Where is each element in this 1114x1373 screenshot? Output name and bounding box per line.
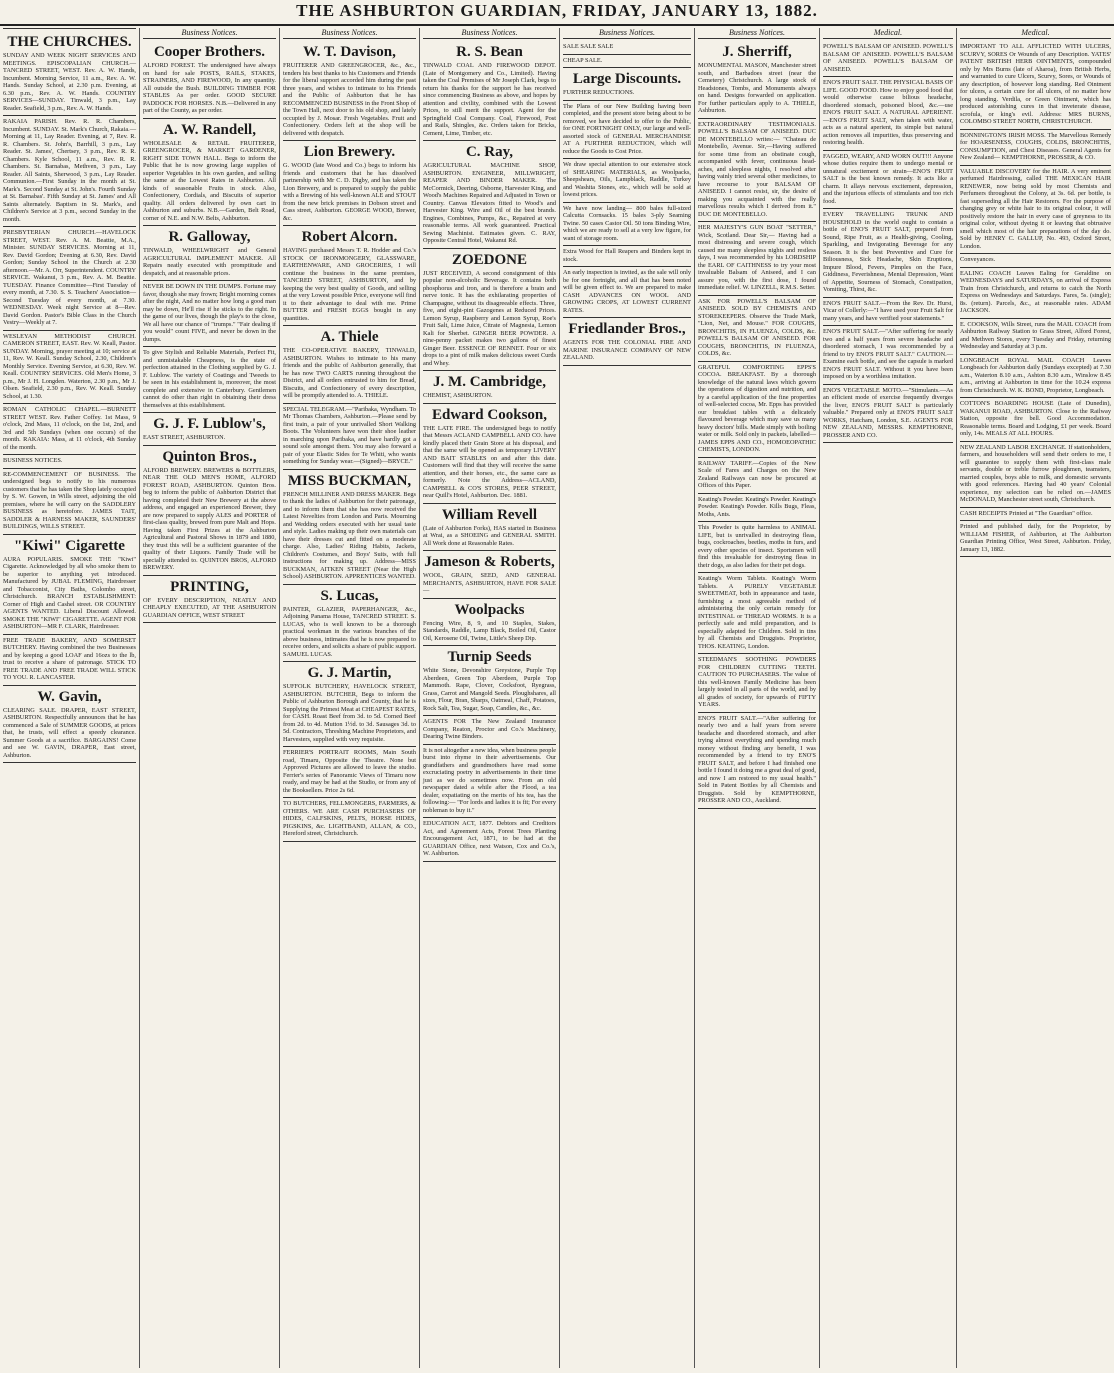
- advertisement-block: [283, 662, 416, 747]
- advertisement-block: [823, 41, 953, 77]
- advertisement-block: [3, 635, 136, 686]
- advertisement-text: WHOLESALE & RETAIL FRUITERER, GREENGROCER, & MARKET GARDENER, RIGHT SIDE TOWN HALL. Begs to inform the Public that he is now growing large supplies of superior Vegetables in his own garden, and selling the same at the Lowest Rates in Ashburton. All kinds of seasonable Fruits in stock. Also, Confectionery, Cordials, and Biscuits of superior quality. All orders delivered by own cart in Ashburton and suburbs. N.B.—Garden, Belt Road, corner of N.E. and N.W. Belts, Ashburton.: [143, 139, 276, 222]
- advertisement-text: Keating's Powder. Keating's Powder. Keating's Powder. Keating's Powder. Kills Bugs, Fleas, Moths, Ants.: [698, 495, 816, 518]
- advertisement-block: [698, 713, 816, 809]
- advertisement-text: HAVING purchased Messrs T. R. Hodder and Co.'s STOCK OF IRONMONGERY, GLASSWARE, EARTHENWARE, AND GROCERIES, I will continue the business in the same premises, TANCRED STREET, ASHBURTON, and by keeping the very best quality of Goods, and selling at the very Lowest possible Price, everyone will find it to their advantage to deal with me. Prime BUTTER and FRESH EGGS bought in any quantities.: [283, 247, 416, 322]
- advertisement-block: [698, 41, 816, 119]
- advertisement-text: THE CO-OPERATIVE BAKERY, TINWALD, ASHBURTON. Wishes to intimate to his many friends and the public of Ashburton generally, that he has now TWO CARTS running throughout the District, and all orders entrusted to him for Bread, Biscuits, and Confectionery of every description, will be promptly attended to. A. THIELE.: [283, 347, 416, 399]
- advertisement-block: [563, 101, 691, 160]
- advertisement-text: PRESBYTERIAN CHURCH.—HAVELOCK STREET, WEST. Rev. A. M. Beattie, M.A., Minister. SUNDAY SERVICES. Morning at 11, Rev. David Gordon; Evening at 6.30, Rev. David Gordon; Sunday School in the Church at 2.30 afternoon.—Mr. A. Orr, Superintendent. COUNTRY SERVICE. Wakanui, 3 p.m., Rev. A. M. Beattie. TUESDAY. Finance Committee—First Tuesday of every month, at 7.30. S. S. Teachers' Association—Second Tuesday of every month, at 7.30. WEDNESDAY. Week night Service at 8—Rev. David Gordon. Pastor's Bible Class in the Church Vestry—Weekly at 7.: [3, 229, 136, 326]
- advertisement-block: [283, 326, 416, 404]
- advertisement-block: [698, 119, 816, 223]
- advertisement-block: [563, 203, 691, 247]
- advertisement-text: EVERY TRAVELLING TRUNK AND HOUSEHOLD in the world ought to contain a bottle of ENO'S FRUIT SALT, prepared from Sound, Ripe Fruit, as a Health-giving, Cooling, Sparkling, and Invigorating Beverage for any Season. It is the best Preventive and Cure for Biliousness, Sick Headache, Skin Eruptions, Impure Blood, Fevers, Pimples on the Face, Giddiness, Feverishness, Mental Depression, Want of Appetite, Sourness of Stomach, Constipation, Vomiting, Thirst, &c.: [823, 211, 953, 293]
- advertisement-text: GRATEFUL COMFORTING EPPS'S COCOA. BREAKFAST. By a thorough knowledge of the natural laws which govern the operations of digestion and nutrition, and by a careful application of the fine properties of well-selected cocoa, Mr. Epps has provided our breakfast tables with a delicately flavoured beverage which may save us many heavy doctors' bills. Made simply with boiling water or milk. Sold only in packets, labelled— JAMES EPPS AND CO., HOMOEOPATHIC CHEMISTS, LONDON.: [698, 363, 816, 453]
- column-5: [560, 28, 695, 1368]
- advertisement-text: WOOL, GRAIN, SEED, AND GENERAL MERCHANTS, ASHBURTON, HAVE FOR SALE—: [423, 572, 556, 594]
- advertisement-block: [3, 31, 136, 116]
- advertisement-title: G. J. F. Lublow's,: [153, 416, 266, 432]
- advertisement-block: [283, 41, 416, 141]
- advertisement-text: G. WOOD (late Wood and Co.) begs to inform his friends and customers that he has dissolved partnership with Mr C. D. Digby, and has taken the Lion Brewery, and is prepared to supply the public with a Brewing of his well-known ALE and STOUT from the new brick premises in Dobson street and Cass street, Ashburton. GEORGE WOOD, Brewer, &c.: [283, 162, 416, 222]
- advertisement-text: COTTON'S BOARDING HOUSE (Late of Dunedin), WAKANUI ROAD, ASHBURTON. Close to the Railway Station, opposite fire bell. Good Accommodation. Reasonable terms. Board and Lodging, £1 per week. Board only, 14s. MEALS AT ALL HOURS.: [960, 400, 1111, 437]
- advertisement-text: ASK FOR POWELL'S BALSAM OF ANISEED. SOLD BY CHEMISTS AND STOREKEEPERS. Observe the Trade Mark, "Lion, Net, and Mouse." FOR COUGHS, BRONCHITIS, IN FLUENZA, COLDS, &c. POWELL'S BALSAM OF ANISEED. FOR COUGHS, BRONCHITIS, IN FLUENZA, COLDS, &c.: [698, 297, 816, 357]
- advertisement-text: To give Stylish and Reliable Materials, Perfect Fit, and unmistakable Cheapness, is the state of perfection attained in the Clothing supplied by G. J. F. Lublow. The variety of Coatings and Tweeds to be seen in his establishment is, moreover, the most complete and extensive in Canterbury. Gentlemen cannot do other than right in obtaining their dress themselves at this establishment.: [143, 349, 276, 409]
- advertisement-title: Large Discounts.: [572, 71, 682, 87]
- column-6: [695, 28, 820, 1368]
- advertisement-text: White Stone, Devonshire Greystone, Purple Top Aberdeen, Green Top Aberdeen, Purple Top Mammoth. Rape, Clover, Cocksfoot, Ryegrass, Grass, Carrot and Mangold Seeds. Ploughshares, all sizes, Flour, Bran, Sharps, Oatmeal, Chaff, Potatoes, Rock Salt, Tea, Sugar, Soap, Candles, &c., &c.: [423, 667, 556, 712]
- advertisement-title: C. Ray,: [465, 144, 514, 160]
- advertisement-text: BONNINGTON'S IRISH MOSS. The Marvellous Remedy for HOARSENESS, COUGHS, COLDS, BRONCHITIS, CONSUMPTION, and Chest Diseases. General Agents for New Zealand— KEMPTHORNE, PROSSER, & CO.: [960, 131, 1111, 161]
- advertisement-block: [823, 151, 953, 210]
- advertisement-block: [960, 319, 1111, 355]
- advertisement-text: AGENTS FOR The New Zealand Insurance Company, Reaton, Proctor and Co.'s Machinery, Dearing Twine Binders.: [423, 718, 556, 740]
- advertisement-title: J. Sherriff,: [722, 44, 792, 60]
- advertisement-block: [823, 77, 953, 151]
- advertisement-text: TINWALD COAL AND FIREWOOD DEPOT. (Late of Montgomery and Co., Limited). Having taken the Coal Premises of Mr Joseph Clark, begs to return his thanks for the support he has received since commencing Business as above, and hopes by attention and civility, combined with the Lowest Prices, to still merit the support. Agent for the Springfield Coal Company. Coal, Firewood, Post and Rails, Shingles, &c. Orders taken for Bricks, Cement, Lime, Timber, etc.: [423, 62, 556, 137]
- advertisement-block: [143, 41, 276, 119]
- advertisement-text: LONGBEACH ROYAL MAIL COACH Leaves Longbeach for Ashburton daily (Sundays excepted) at 7.30 a.m., Waterton 8.10 a.m., Ashton 8.30 a.m., Winslow 8.45 a.m., arriving at Ashburton in time for the 10.24 express from Christchurch. W. K. BOND, Proprietor, Longbeach.: [960, 356, 1111, 394]
- column-heading: Business Notices.: [143, 28, 276, 39]
- advertisement-block: [698, 522, 816, 573]
- advertisement-block: [143, 281, 276, 347]
- column-8: [957, 28, 1114, 1368]
- advertisement-block: [3, 469, 136, 535]
- advertisement-block: [563, 159, 691, 203]
- advertisement-text: CASH RECEIPTS Printed at "The Guardian" office.: [960, 509, 1093, 517]
- column-2: [140, 28, 280, 1368]
- column-3: [280, 28, 420, 1368]
- advertisement-text: SUFFOLK BUTCHERY, HAVELOCK STREET, ASHBURTON. BUTCHER, Begs to inform the Public of Ashburton Borough and County, that he is Supplying the Primest Meat at CHEAPEST RATES, for CASH. Roast Beef from 3d. to 5d. Corned Beef from 2d. to 4d. Mutton 1½d. to 3d. Sausages 3d. to 5d. Contractors, Threshing Machine Proprietors, and Harvesters, supplied with very requisite.: [283, 683, 416, 743]
- advertisement-block: [3, 535, 136, 635]
- advertisement-title: G. J. Martin,: [307, 665, 392, 681]
- advertisement-text: Conveyances.: [960, 256, 996, 263]
- advertisement-text: PAINTER, GLAZIER, PAPERHANGER, &c., Adjoining Panama House, TANCRED STREET. S. LUCAS, who is well known to be a thorough practical workman in the various branches of the above business, intimates that he is now prepared to receive orders, and solicits a share of public support. SAMUEL LUCAS.: [283, 605, 416, 658]
- advertisement-text: ENO'S VEGETABLE MOTO.—"Stimulants.—As an efficient mode of exercise frequently diverges the liver, ENO'S FRUIT SALT is particularly valuable." Prepared only at ENO'S FRUIT SALT WORKS, Hatcham, London, S.E. AGENTS FOR NEW ZEALAND, MESSRS. KEMPTHORNE, PROSSER AND CO.: [823, 386, 953, 439]
- advertisement-block: [698, 222, 816, 296]
- advertisement-block: [563, 55, 691, 69]
- advertisement-text: FERRIER'S PORTRAIT ROOMS, Main South road, Timaru, Opposite the Theatre. None but Approved Pictures are allowed to leave the studio. Ferrier's series of Panoramic Views of Timaru now ready, and may be had at the Studio, or from any of the Booksellers. Price 2s 6d.: [283, 749, 416, 794]
- advertisement-block: [563, 318, 691, 366]
- advertisement-title: A. Thiele: [320, 329, 379, 345]
- advertisement-block: [3, 686, 136, 764]
- advertisement-text: SALE SALE SALE: [563, 43, 614, 50]
- column-heading: [3, 28, 136, 29]
- advertisement-title: "Kiwi" Cigarette: [14, 537, 125, 554]
- advertisement-block: [143, 347, 276, 413]
- advertisement-block: [960, 41, 1111, 130]
- advertisement-block: [143, 576, 276, 624]
- advertisement-block: [960, 398, 1111, 442]
- column-4: [420, 28, 560, 1368]
- advertisement-title: Jameson & Roberts,: [424, 554, 555, 570]
- advertisement-block: [698, 458, 816, 494]
- advertisement-block: [960, 442, 1111, 508]
- advertisement-block: [563, 267, 691, 318]
- advertisement-text: ENO'S FRUIT SALT.—"After suffering for nearly two and a half years from severe headache and disordered stomach, and after trying almost everything and spending much money without finding any benefit, I was recommended by a friend to try ENO'S FRUIT SALT, and before I had finished one bottle I found it doing me a great deal of good, and now I am restored to my usual health." Sold in Patent Bottles by all Chemists and Druggists. Sold by KEMPTHORNE, PROSSER AND CO., Auckland.: [698, 714, 816, 804]
- advertisement-text: NEVER BE DOWN IN THE DUMPS. Fortune may favor, though she may frown; Bright morning comes after the night, And no matter how long a good man may be down, He'll rise if he sticks to the right. In the game of our lives, though the play's to the close, We all have our chance of "trumps." "Fair dealing if you would" count FIVE, and never be down in the dumps.: [143, 283, 276, 343]
- advertisement-title: W. Gavin,: [37, 688, 102, 705]
- advertisement-text: THE LATE FIRE. The undersigned begs to notify that Messrs ACLAND CAMPBELL AND CO. have kindly placed their Grain Store at his disposal, and that the same will be opened as temporary LIVERY AND BAIT STABLES on and after this date. Customers will find that they will receive the same attention, and their horses, etc., the same care as formerly. Note the Address—ACLAND, CAMPBELL & CO'S STORES, PEER STREET, near Quill's Hotel, Ashburton. Dec. 1881.: [423, 424, 556, 499]
- advertisement-title: ZOEDONE: [451, 251, 527, 268]
- advertisement-block: [423, 551, 556, 599]
- advertisement-block: [283, 470, 416, 585]
- advertisement-block: [960, 508, 1111, 522]
- advertisement-text: NEW ZEALAND LABOR EXCHANGE. If stationholders, farmers, and householders will send their orders to me, I will guarantee to supply them with first-class male servants, double or treble furrow ploughmen, teamsters, married couples, boys able to milk, and domestic servants with good references. Having had 40 years' Colonial experience, my selection can be relied on.—JAMES McDONALD, Manchester street south, Christchurch.: [960, 443, 1111, 503]
- advertisement-block: [423, 745, 556, 819]
- advertisement-text: FRENCH MILLINER AND DRESS MAKER. Begs to thank the ladies of Ashburton for their patronage, and to inform them that she has now received the Latest Novelties from London and Paris. Mourning and Wedding orders executed with her usual taste and style. Ladies making up their own materials can have their dresses cut and fitted on a moderate charge. Also, Ladies' Riding Habits, Jackets, Children's Costumes, and Boys' Suits, with full instructions for making up. Address—MISS BUCKMAN, AITKEN STREET (Near the High School) ASHBURTON. APPRENTICES WANTED.: [283, 490, 416, 580]
- advertisement-text: WESLEYAN METHODIST CHURCH. CAMERON STREET, EAST. Rev. W. Keall, Pastor. SUNDAY. Morning, prayer meeting at 10; service at 11, Rev. W. Keall. Sunday School, 2.30, Children's Monthly Service. Evening Service, at 6.30, Rev. W. Keall. COUNTRY SERVICES. Old Men's Home, 3 p.m., Mr J. H. Longden. Waterton, 2.30 p.m., Mr J. Olsen. Seafield, 2.30 p.m., Rev. W. Keall. Sunday School, at 1.30.: [3, 332, 136, 400]
- advertisement-block: [960, 166, 1111, 255]
- advertisement-block: [823, 385, 953, 444]
- advertisement-block: [698, 362, 816, 458]
- advertisement-block: [283, 798, 416, 842]
- advertisement-title: A. W. Randell,: [163, 121, 256, 138]
- advertisement-block: [823, 209, 953, 298]
- advertisement-title: Lion Brewery.: [303, 144, 396, 160]
- advertisement-block: [283, 585, 416, 663]
- advertisement-block: [3, 227, 136, 331]
- advertisement-block: [283, 404, 416, 470]
- advertisement-text: Fencing Wire, 8, 9, and 10 Staples, Stakes, Standards, Raddle, Lamp Black, Boiled Oil, Castor Oil, Kerosene Oil, Twine, Little's Sheep Dip.: [423, 619, 556, 642]
- advertisement-text: SPECIAL TELEGRAM.—"Paribaka, Wyndham. To Mr Thomas Chambers, Ashburton.—Please send by first train, a pair of your unrivalled Short Walking Boots. The Volunteers have won their shoe leather in marching upon Paribaka, and have hardly got a sound sole amongst them. You may also forward a pair of your Elastic Sides for Te Whiti, who wants something for Sunday wear.—(Signed)—BRYCE.": [283, 405, 416, 465]
- advertisement-block: [423, 818, 556, 862]
- advertisement-text: Printed and published daily, for the Proprietor, by WILLIAM FISHER, of Ashburton, at The Ashburton Guardian Printing Office, West Street, Ashburton. Friday, January 13, 1882.: [960, 523, 1111, 553]
- advertisement-text: RAKAIA PARISH. Rev. R. R. Chambers, Incumbent. SUNDAY. St. Mark's Church, Rakaia.—Morning at 11, Lay Reader. Evening, at 7, Rev. R. R. Chambers. St. John's, Barrhill, 3 p.m., Lay Reader. St. James', Chertsey, 3 p.m., Rev. R. R. Chambers. Kyle School, 11 a.m., Rev. R. R. Chambers. St. Barnabas, Methven, 3 p.m., Lay Reader. All Saints, Sherwood, 3 p.m., Lay Reader. Communion.—First Sunday in the month at St. Mark's. Second Sunday at St. John's. Fourth Sunday at St. Barnabas'. Fifth Sunday at St. James' and All Saints alternately. Baptism in St. Mark's, and Children's Service at 3 p.m., second Sunday in the month.: [3, 118, 136, 223]
- advertisement-block: [283, 747, 416, 798]
- advertisement-title: W. T. Davison,: [303, 44, 396, 60]
- advertisement-title: Cooper Brothers.: [153, 44, 266, 60]
- advertisement-text: EAST STREET, ASHBURTON.: [143, 434, 226, 441]
- advertisement-block: [960, 355, 1111, 399]
- masthead: [0, 0, 1114, 26]
- advertisement-block: [423, 41, 556, 141]
- advertisement-text: ALFORD FOREST. The undersigned have always on hand for sale POSTS, RAILS, STAKES, STRAINERS, AND FIREWOOD, In any quantity. All outside the Bush. BUILDING TIMBER FOR STABLES As per order. GOOD SECURE PADDOCK FOR HORSES. N.B.—Delivered in any part of the County, as per order.: [143, 62, 276, 114]
- advertisement-block: [3, 455, 136, 469]
- advertisement-text: HER MAJESTY'S GUN BOAT "SETTER," Wick, Scotland. Dear Sir,— Having had a most distressing and severe cough, which caused me many sleepless nights and restless days, I was recommended by his LORDSHIP the EARL OF CAITHNESS to try your most invaluable Balsam of Aniseed, and I can assure you, with the first dose, I found immediate relief. W. LINZELL, R.M.S. Setter.: [698, 224, 816, 291]
- advertisement-text: AGRICULTURAL MACHINE SHOP, ASHBURTON. ENGINEER, MILLWRIGHT, REAPER AND BINDER MAKER. The McCormick, Deering, Osborne, Harvester King, and Wood's Machines Repaired and Adjusted in Town or Country. Canvas Elevators fitted to Wood's and Harvester King. Wire and Oil of the best brands. Engines, Combines, Pumps, &c., Repaired at very reasonable terms. All work guaranteed. Practical Sewing Machinist. Estimates given. C. RAY, Opposite Central Hotel, Wakanui Rd.: [423, 162, 556, 244]
- advertisement-title: Friedlander Bros.,: [568, 321, 686, 337]
- advertisement-title: Edward Cookson,: [431, 406, 548, 423]
- advertisement-text: STEEDMAN'S SOOTHING POWDERS FOR CHILDREN CUTTING TEETH. CAUTION TO PURCHASERS. The value of this well-known Family Medicine has been largely tested in all parts of the world, and by all grades of society, for upwards of FIFTY YEARS.: [698, 656, 816, 708]
- advertisement-title: R. Galloway,: [168, 229, 251, 245]
- column-heading: Business Notices.: [563, 28, 691, 39]
- advertisement-text: RE-COMMENCEMENT OF BUSINESS. The undersigned begs to notify to his numerous customers that he has taken the Shop lately occupied by S. W. Gowen, in Wills street, adjoining the old premises, where he will carry on the SADDLERY BUSINESS as heretofore. JAMES TAIT, SADDLER & HARNESS MAKER, SAUNDERS' BUILDINGS, WILLS STREET.: [3, 470, 136, 530]
- advertisement-text: CHEMIST, ASHBURTON.: [423, 392, 493, 399]
- advertisement-text: CHEAP SALE.: [563, 56, 603, 64]
- advertisement-text: ROMAN CATHOLIC CHAPEL.—BURNETT STREET WEST. Rev. Father Coffey. 1st Mass, 9 o'clock, 2nd Mass, 11 o'clock, on the 1st, 2nd, and 3rd and 5th Sundays (when one occurs) of the month. RAKAIA: Mass, at 11 o'clock, 4th Sunday of the month.: [3, 406, 136, 451]
- advertisement-block: [423, 716, 556, 745]
- advertisement-text: ENO'S FRUIT SALT. THE PHYSICAL BASIS OF LIFE. GOOD FOOD. How to enjoy good food that would otherwise cause bilious headache, disordered stomach, poisoned blood, &c.—use ENO'S FRUIT SALT. A NATURAL APERIENT.—ENO'S FRUIT SALT, when taken with water, acts as a natural aperient, its simple but natural action removes all impurities, thus preserving and restoring health.: [823, 79, 953, 146]
- advertisement-block: [143, 413, 276, 446]
- advertisement-text: This Powder is quite harmless to ANIMAL LIFE, but is unrivalled in destroying fleas, bugs, cockroaches, beetles, moths in furs, and every other species of insect. Sportsmen will find this invaluable for destroying fleas in their dogs, as also ladies for their pet dogs.: [698, 524, 816, 569]
- advertisement-block: [3, 404, 136, 455]
- advertisement-block: [563, 246, 691, 267]
- advertisement-block: [698, 654, 816, 713]
- advertisement-block: [423, 599, 556, 647]
- advertisement-title: THE CHURCHES.: [7, 34, 132, 50]
- advertisement-block: [423, 371, 556, 404]
- advertisement-text: FURTHER REDUCTIONS.: [563, 89, 635, 96]
- advertisement-title: William Revell: [441, 506, 538, 523]
- advertisement-block: [143, 446, 276, 576]
- advertisement-text: E. COOKSON, Wills Street, runs the MAIL COACH from Ashburton Railway Station to Grass Street, Alford Forest, and Methven Stores, every Tuesday and Friday, returning Wednesday and Saturday at 3 p.m.: [960, 320, 1111, 350]
- advertisement-block: [423, 249, 556, 372]
- advertisement-text: An early inspection is invited, as the sale will only be for one fortnight, and all that has been noted will be given effect to. We are prepared to make CASH ADVANCES ON WOOL AND GROWING CROPS, AT LOWEST CURRENT RATES.: [563, 269, 691, 314]
- advertisement-text: (Late of Ashburton Forks), HAS started in Business at Wrai, as a SHOEING and GENERAL SMITH. All Work done at Reasonable Rates.: [423, 524, 556, 547]
- column-heading: Business Notices.: [283, 28, 416, 39]
- column-heading: Medical.: [960, 28, 1111, 39]
- advertisement-text: JUST RECEIVED, A second consignment of this popular non-alcoholic Beverage. It contains both phosphorus and iron, and is therefore a brain and nerve tonic. It has the exhilarating properties of Champagne, without its disagreeable effects. Three, five, and eight-pint Gazogenes at Reduced Prices. Lemon Syrup, Raspberry and Lemon Syrup, Roe's Fruit Salt, Lime Juice, Citrate of Magnesia, Lemon Kali for Sherbet. GINGER BEER POWDER. A nine-penny packet makes two gallons of finest Ginger Beer. ESSENCE OF RENNET. Four or six drops to a pint of milk makes delicious sweet Curds and Whey.: [423, 269, 556, 367]
- column-1: [0, 28, 140, 1368]
- advertisement-block: [698, 494, 816, 523]
- advertisement-block: [823, 298, 953, 327]
- advertisement-text: TO BUTCHERS, FELLMONGERS, FARMERS, & OTHERS. WE ARE CASH PURCHASERS OF HIDES, CALFSKINS, PELTS, HORSE HIDES, PIGSKINS, &c. LIGHTBAND, ALLAN, & CO., Hereford street, Christchurch.: [283, 800, 416, 837]
- advertisement-text: RAILWAY TARIFF.—Copies of the New Scale of Fares and Charges on the New Zealand Railways can now be procured at Offices of this Paper.: [698, 459, 816, 489]
- advertisement-text: We draw special attention to our extensive stock of SHEARING MATERIALS, as Woolpacks, Sheepshears, Oils, Lampblack, Raddle, Turkey and Washita Stones, etc., which will be sold at lowest prices.: [563, 161, 691, 198]
- advertisement-text: AGENTS FOR THE COLONIAL FIRE AND MARINE INSURANCE COMPANY OF NEW ZEALAND.: [563, 339, 691, 361]
- advertisement-text: EDUCATION ACT, 1877. Debtors and Creditors Act, and Agreement Acts, Forest Trees Planting Encouragement Act, 1871, to be had at the GUARDIAN Office, next Watson, Cox and Co.'s, W. Ashburton.: [423, 820, 556, 857]
- advertisement-text: EALING COACH Leaves Ealing for Geraldine on WEDNESDAYS and SATURDAYS, on arrival of Express Train from Christchurch, and returns to catch the North Express on Wednesdays and Saturdays. Fares, 5s. (single); 8s. (return). Parcels, &c., at reasonable rates. ADAM JACKSON.: [960, 269, 1111, 314]
- advertisement-block: [563, 41, 691, 55]
- advertisement-block: [423, 504, 556, 552]
- advertisement-block: [423, 646, 556, 716]
- advertisement-block: [960, 521, 1111, 557]
- advertisement-block: [423, 404, 556, 504]
- advertisement-text: ENO'S FRUIT SALT.—"After suffering for nearly two and a half years from severe headache and disordered stomach, I was recommended by a friend to try ENO'S FRUIT SALT." CAUTION.—Examine each bottle, and see the capsule is marked ENO'S FRUIT SALT. Without it you have been imposed on by a worthless imitation.: [823, 328, 953, 380]
- advertisement-block: [283, 141, 416, 226]
- advertisement-text: We have now landing— 800 bales full-sized Calcutta Cornsacks. 15 bales 3-ply Seaming Twine. 50 cases Castor Oil. 50 tons Binding Wire, which we are ready to sell at a very low figure, for want of storage room.: [563, 204, 691, 242]
- advertisement-text: Keating's Worm Tablets. Keating's Worm Tablets. A PURELY VEGETABLE SWEETMEAT, both in appearance and taste, furnishing a most agreeable method of administering the only certain remedy for INTESTINAL or THREAD WORMS. It is a perfectly safe and mild preparation, and is especially adapted for Children. Sold in tins by all Chemists and Druggists. Proprietor, THOS. KEATING, London.: [698, 575, 816, 650]
- advertisement-text: ALFORD BREWERY. BREWERS & BOTTLERS, NEAR THE OLD MEN'S HOME, ALFORD FOREST ROAD, ASHBURTON. Quinton Bros. beg to inform the public of Ashburton District that having completed their New Brewery at the above address, and engaged an experienced Brewer, they are now prepared to supply ALES and PORTER of first-class quality, brewed from pure Malt and Hops. Having taken First Prizes at the Ashburton Agricultural and Pastoral Shows in 1879 and 1880, they trust this will be a sufficient guarantee of the quality of their Liquors. Family Trade will be specially attended to. QUINTON BROS, ALFORD BREWERY.: [143, 466, 276, 571]
- advertisement-text: FRUITERER AND GREENGROCER, &c., &c., tenders his best thanks to his Customers and Friends for the liberal support accorded him during the past three years, and wishes to intimate to his Friends and the Public of Ashburton that he has RECOMMENCED BUSINESS in the Front Shop of the Town Hall, next door to his old shop, and lately occupied by J. Mosar. Fresh Vegetables. Fruit and Confectionery. Orders left at the shop will be delivered with despatch.: [283, 62, 416, 137]
- advertisement-block: [423, 141, 556, 249]
- advertisement-block: [3, 116, 136, 227]
- advertisement-title: Quinton Bros.,: [162, 448, 257, 465]
- advertisement-text: ENO'S FRUIT SALT.—From the Rev. Dr. Hurst, Vicar of Collerly:—"I have used your Fruit Salt for many years, and have verified your statements.": [823, 299, 953, 322]
- advertisement-text: AURA POPULARIS. SMOKE THE "Kiwi" Cigarette. Acknowledged by all who smoke them to be superior to anything yet introduced. Manufactured by JUBAL FLEMING, Hairdresser and Tobacconist, City Baths, Colombo street, Christchurch. BRANCH ESTABLISHMENT: Corner of High and Cashel street. OR COUNTRY AGENTS WANTED. Liberal Discount Allowed. SMOKE THE "KIWI" CIGARETTE. AGENT FOR ASHBURTON—MR F. CLARK, Hairdresser.: [3, 555, 136, 630]
- advertisement-title: Woolpacks: [454, 601, 525, 618]
- advertisement-title: MISS BUCKMAN,: [287, 472, 412, 489]
- advertisement-title: J. M. Cambridge,: [433, 374, 546, 390]
- advertisement-text: TINWALD, WHEELWRIGHT and General AGRICULTURAL IMPLEMENT MAKER. All Repairs neatly executed with promptitude and despatch, and at reasonable prices.: [143, 247, 276, 277]
- advertisement-block: [3, 331, 136, 405]
- advertisement-text: POWELL'S BALSAM OF ANISEED. POWELL'S BALSAM OF ANISEED. POWELL'S BALSAM OF ANISEED. POWELL'S BALSAM OF ANISEED.: [823, 43, 953, 73]
- advertisement-block: [960, 268, 1111, 319]
- advertisement-title: Turnip Seeds: [447, 649, 532, 665]
- advertisement-block: [698, 573, 816, 654]
- advertisement-title: Robert Alcorn.: [301, 229, 398, 245]
- advertisement-text: FREE TRADE BAKERY, AND SOMERSET BUTCHERY. Having combined the two Businesses and by keeping a good LOAF and 16ozs to the lb, trust to receive a share of patronage. STICK TO FREE TRADE AND FREE TRADE WILL STICK TO YOU. R. LANCASTER.: [3, 636, 136, 681]
- advertisement-text: SUNDAY AND WEEK NIGHT SERVICES AND MEETINGS. EPISCOPALIAN CHURCH.—TANCRED STREET, WEST. Rev. A. W. Hands, Incumbent. Morning Service, 11 a.m., Rev. A. W. Hands. Sunday School, at 2.30 p.m. Evening, at 6.30 p.m., Rev. A. W. Hands. COUNTRY SERVICES—SUNDAY. Tinwald, 3 p.m., Lay Reader. Seafield, 3 p.m., Rev. A. W. Hands.: [3, 52, 136, 112]
- advertisement-text: EXTRAORDINARY TESTIMONIALS. POWELL'S BALSAM OF ANISEED. DUC DE MONTEBELLO writes:— "Chateau de Montebello, Avenue. Sir,—Having suffered for some time from an obstinate cough, accompanied with fever, continuous head-aches, and sleepless nights, I resolved after having vainly tried several other medicines, to have recourse to your BALSAM OF ANISEED. I cannot resist, sir, the desire of making you acquainted with the really marvellous results which I derived from it." DUC DE MONTEBELLO.: [698, 120, 816, 218]
- column-7: [820, 28, 957, 1368]
- advertisement-text: BUSINESS NOTICES.: [3, 457, 63, 464]
- advertisement-title: R. S. Bean: [456, 44, 523, 60]
- advertisement-block: [823, 326, 953, 385]
- advertisement-block: [143, 226, 276, 281]
- advertisement-block: [960, 254, 1111, 268]
- advertisement-block: [698, 296, 816, 362]
- column-heading: Medical.: [823, 28, 953, 39]
- advertisement-text: IMPORTANT TO ALL AFFLICTED WITH ULCERS, SCURVY, SORES Or Wounds of any Description. YATES' PATENT BRITISH HERB OINTMENTS, compounded only by Mrs Burns (late of Aharoa), from British Herbs, and warranted to cure Ulcers, Scurvy, Sores, or Wounds of any description, of however long standing. Red Ointment for ulcers, a certain cure for all ulcers, of no matter how long standing. Verdila, or Green Ointment, which has produced astonishing cures in that inveterate disease, scrofula, or king's evil. Address: MRS BURNS, COLOMBO STREET NORTH, CHRISTCHURCH.: [960, 43, 1111, 125]
- advertisement-text: The Plans of our New Building having been completed, and the present store being about to be removed, we have decided to offer to the Public, for ONE FORTNIGHT ONLY, our large and well-assorted stock of GENERAL MERCHANDISE AT A FURTHER REDUCTION, which will reduce the Goods to Cost Price.: [563, 102, 691, 155]
- advertisement-text: Extra Wood for Hall Reapers and Binders kept in stock.: [563, 248, 691, 263]
- column-heading: Business Notices.: [698, 28, 816, 39]
- advertisement-title: S. Lucas,: [320, 587, 379, 604]
- advertisement-text: MONUMENTAL MASON, Manchester street south, and Barbadoes street (near the Cemetery) Christchurch. A large stock of Headstones, Tombs, and Monuments always on hand. Designs forwarded on application. For further particulars apply to A. THIELE, Ashburton.: [698, 62, 816, 114]
- advertisement-block: [283, 226, 416, 326]
- advertisement-title: PRINTING,: [170, 578, 249, 595]
- advertisement-text: It is not altogether a new idea, when business people burst into rhyme in their advertisements. Our grandfathers and grandmothers have read some excruciating poetry in advertisements in their time just as we do sometimes now. From an old newspaper dated a while after the Flood, a tea dealer, expatiating on the merits of his tea, has the following:— "For lords and ladies it is fit; For every nobleman to buy it.": [423, 746, 556, 814]
- advertisement-block: [143, 119, 276, 227]
- advertisement-block: [563, 68, 691, 101]
- masthead-title: THE ASHBURTON GUARDIAN, FRIDAY, JANUARY 13, 1882.: [296, 1, 818, 20]
- advertisement-text: FAGGED, WEARY, AND WORN OUT!!! Anyone whose duties require them to undergo mental or unnatural excitement or strain—ENO'S FRUIT SALT is the best known remedy. It acts like a charm. It allays nervous excitement, depression, and the injurious effects of stimulants and too rich food.: [823, 152, 953, 205]
- advertisement-text: OF EVERY DESCRIPTION, NEATLY AND CHEAPLY EXECUTED, AT THE ASHBURTON GUARDIAN OFFICE, WEST STREET: [143, 596, 276, 619]
- advertisement-text: VALUABLE DISCOVERY for the HAIR. A very eminent perfumed Hairdressing, called THE MEXICAN HAIR RENEWER, now being sold by most Chemists and Perfumers throughout the Colony, at 3s. 6d. per bottle, is fast superseding all the Hair Restorers. For the purpose of changing grey or white hair to its original colour, it will positively restore the hair in every case of greyness to its original color, without dyeing it or leaving that obtrusive smell which most of the hair preparations of the day do. Sold by HENRY C. GALLUP, No. 493, Oxford Street, London.: [960, 167, 1111, 250]
- advertisement-text: CLEARING SALE. DRAPER, EAST STREET, ASHBURTON. Respectfully announces that he has commenced a Sale of SUMMER GOODS, at prices that, he trusts, will effect a speedy clearance. Summer Goods at a sacrifice. BARGAINS! Come and see W. GAVIN, DRAPER, East street, Ashburton.: [3, 706, 136, 759]
- advertisement-block: [960, 130, 1111, 166]
- column-heading: Business Notices.: [423, 28, 556, 39]
